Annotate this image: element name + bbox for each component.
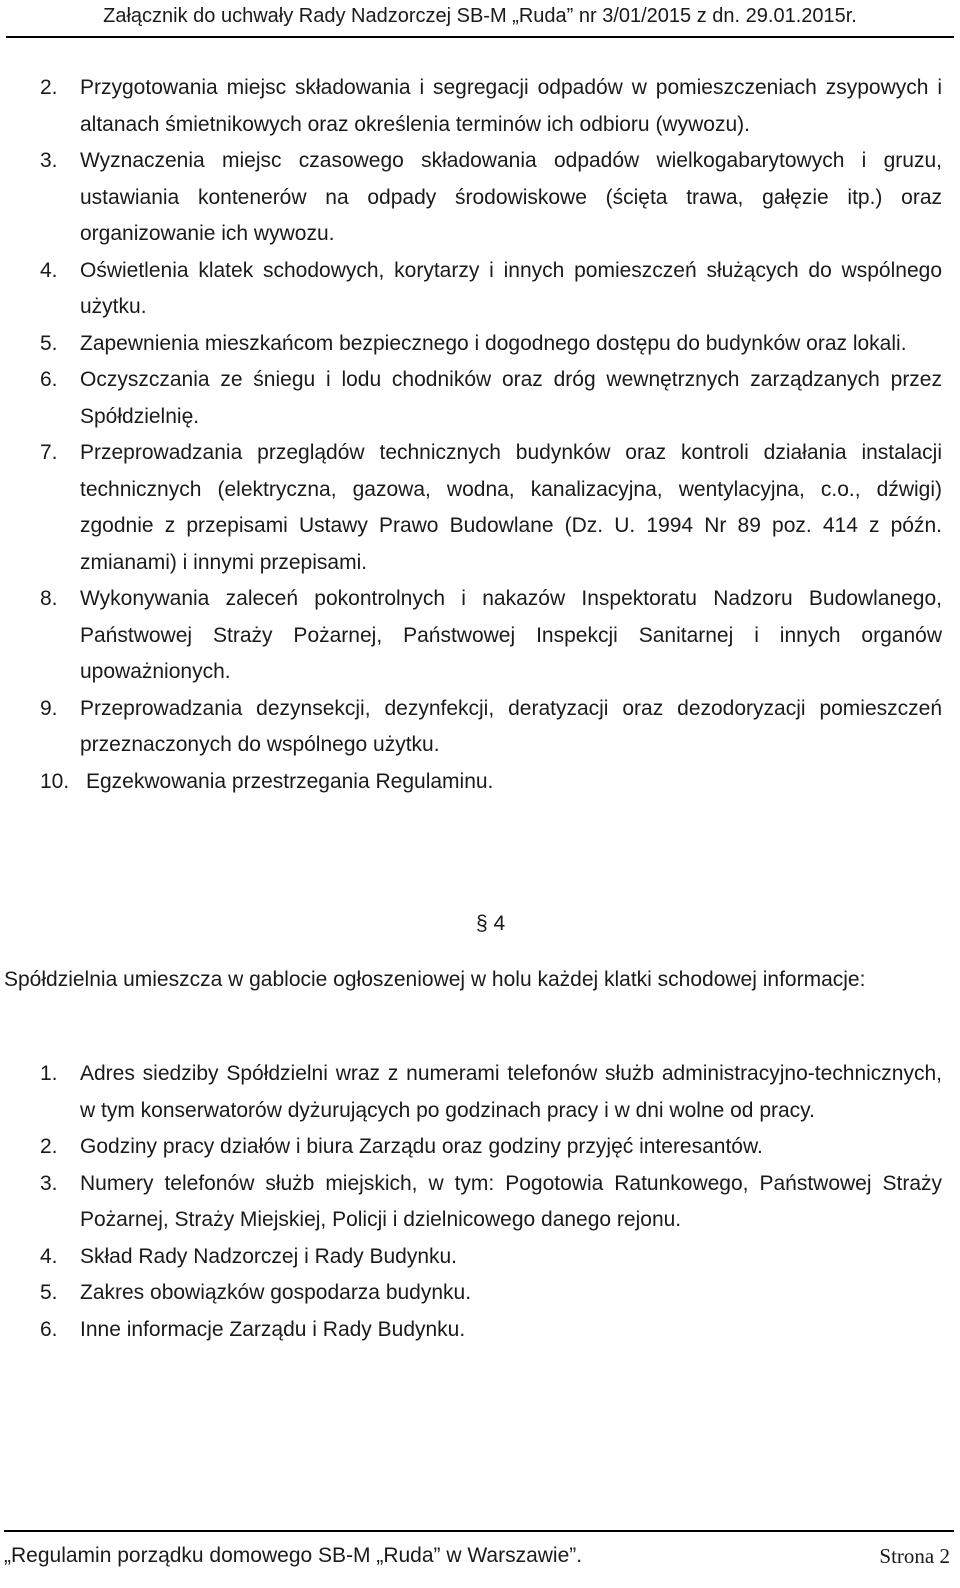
list-item xyxy=(0,1129,960,1166)
item-number: 3. xyxy=(40,149,58,172)
list-item xyxy=(0,1275,960,1312)
list-item xyxy=(0,764,960,801)
list-item xyxy=(0,1312,960,1349)
item-text: Oczyszczania ze śniegu i lodu chodników oraz dróg wewnętrznych zarządzanych przez Spółdzielnię. xyxy=(80,368,942,428)
list-item xyxy=(0,1239,960,1276)
item-text: Zapewnienia mieszkańcom bezpiecznego i dogodnego dostępu do budynków oraz lokali. xyxy=(80,331,907,355)
item-number: 4. xyxy=(40,258,58,282)
item-number: 5. xyxy=(40,331,58,355)
item-number: 9. xyxy=(40,696,58,720)
item-number: 6. xyxy=(40,1317,58,1341)
item-number: 1. xyxy=(40,1062,58,1085)
list-item xyxy=(0,326,960,363)
list-item xyxy=(0,581,960,691)
list-item xyxy=(0,435,960,581)
item-text: Inne informacje Zarządu i Rady Budynku. xyxy=(80,1317,466,1341)
item-text: Adres siedziby Spółdzielni wraz z numerami telefonów służb administracyjno-technicznych, w tym konserwatorów dyżurujących po godzinach pracy i w dni wolne od pracy. xyxy=(80,1062,942,1122)
list-item xyxy=(0,143,960,253)
item-text: Wykonywania zaleceń pokontrolnych i nakazów Inspektoratu Nadzoru Budowlanego, Państwowej Straży Pożarnej, Państwowej Inspekcji Sanitarnej i innych organów upoważnionych. xyxy=(80,587,942,683)
item-text: Przygotowania miejsc składowania i segregacji odpadów w pomieszczeniach zsypowych i altanach śmietnikowych oraz określenia terminów ich odbioru (wywozu). xyxy=(80,76,942,136)
item-number: 8. xyxy=(40,587,58,610)
list-item xyxy=(0,1056,960,1129)
item-number: 4. xyxy=(40,1244,58,1268)
list-item xyxy=(0,362,960,435)
item-text: Numery telefonów służb miejskich, w tym: Pogotowia Ratunkowego, Państwowej Straży Pożarnej, Straży Miejskiej, Policji i dzielnicowego danego rejonu. xyxy=(80,1171,942,1231)
page-number: Strona 2 xyxy=(879,1544,950,1568)
item-number: 6. xyxy=(40,368,58,391)
item-number: 10. xyxy=(40,769,70,793)
list-item xyxy=(0,1166,960,1239)
footer-divider xyxy=(4,1530,954,1532)
footer-title: „Regulamin porządku domowego SB-M „Ruda” w Warszawie”. xyxy=(4,1544,583,1567)
section-heading: § 4 xyxy=(476,912,506,935)
item-text: Skład Rady Nadzorczej i Rady Budynku. xyxy=(80,1244,458,1268)
item-text: Zakres obowiązków gospodarza budynku. xyxy=(80,1281,472,1304)
item-number: 5. xyxy=(40,1281,58,1304)
list-item xyxy=(0,253,960,326)
list-item xyxy=(0,691,960,764)
list-item xyxy=(0,70,960,143)
item-text: Oświetlenia klatek schodowych, korytarzy i innych pomieszczeń służących do wspólnego użytku. xyxy=(80,258,942,318)
item-text: Godziny pracy działów i biura Zarządu oraz godziny przyjęć interesantów. xyxy=(80,1135,763,1158)
intro-paragraph: Spółdzielnia umieszcza w gablocie ogłoszeniowej w holu każdej klatki schodowej informacje: xyxy=(4,968,866,991)
item-number: 2. xyxy=(40,1135,58,1158)
item-number: 2. xyxy=(40,76,58,99)
duties-list xyxy=(0,70,960,800)
item-number: 3. xyxy=(40,1171,58,1195)
item-text: Przeprowadzania dezynsekcji, dezynfekcji, deratyzacji oraz dezodoryzacji pomieszczeń przeznaczonych do wspólnego użytku. xyxy=(80,696,942,756)
page-header: Załącznik do uchwały Rady Nadzorczej SB-M „Ruda” nr 3/01/2015 z dn. 29.01.2015r. xyxy=(6,2,954,38)
item-text: Wyznaczenia miejsc czasowego składowania odpadów wielkogabarytowych i gruzu, ustawiania kontenerów na odpady środowiskowe (ścięta trawa, gałęzie itp.) oraz organizowanie ich wywozu. xyxy=(80,149,942,245)
item-number: 7. xyxy=(40,441,58,464)
notice-board-list xyxy=(0,1056,960,1348)
item-text: Egzekwowania przestrzegania Regulaminu. xyxy=(86,769,494,793)
page-footer xyxy=(4,1538,950,1574)
item-text: Przeprowadzania przeglądów technicznych budynków oraz kontroli działania instalacji technicznych (elektryczna, gazowa, wodna, kanalizacyjna, wentylacyjna, c.o., dźwigi) zgodnie z przepisami Ustawy Prawo Budowlane (Dz. U. 1994 Nr 89 poz. 414 z późn. zmianami) i innymi przepisami. xyxy=(80,441,942,574)
